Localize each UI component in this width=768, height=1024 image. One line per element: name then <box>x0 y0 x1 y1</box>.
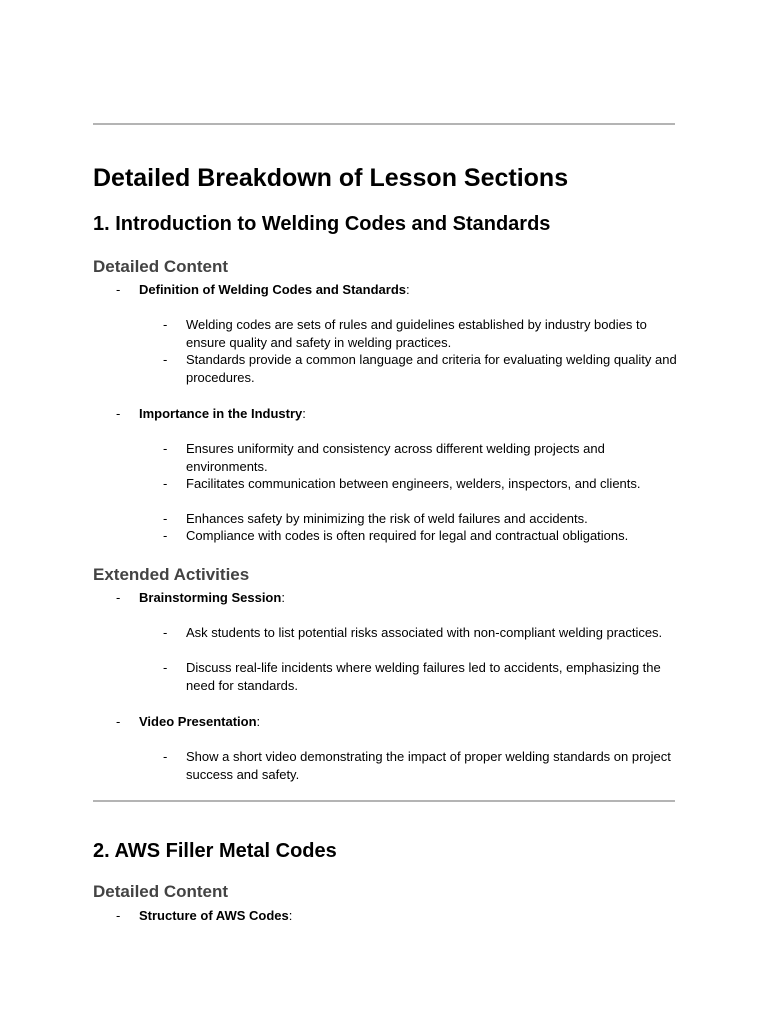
bullet-dash: - <box>163 511 168 526</box>
item-label: Importance in the Industry <box>139 406 303 421</box>
bullet-dash: - <box>163 476 168 491</box>
item-text: Discuss real-life incidents where welding failures led to accidents, emphasizing the need for standards. <box>186 660 661 693</box>
subsection-heading: Extended Activities <box>93 565 250 584</box>
bullet-dash: - <box>116 406 121 421</box>
horizontal-rule <box>93 123 675 125</box>
subsection-heading: Detailed Content <box>93 257 229 276</box>
section-heading: 1. Introduction to Welding Codes and Standards <box>93 213 551 235</box>
item-text: Compliance with codes is often required for legal and contractual obligations. <box>186 528 629 543</box>
item-label: Definition of Welding Codes and Standards <box>139 282 406 297</box>
item-text: Welding codes are sets of rules and guidelines established by industry bodies to ensure quality and safety in welding practices. <box>186 317 647 350</box>
horizontal-rule <box>93 800 675 802</box>
bullet-dash: - <box>163 528 168 543</box>
item-text: Ensures uniformity and consistency across different welding projects and environments. <box>186 441 605 474</box>
item-text: Standards provide a common language and criteria for evaluating welding quality and procedures. <box>186 352 677 385</box>
item-label: Structure of AWS Codes <box>139 908 289 923</box>
bullet-dash: - <box>116 714 121 729</box>
document-title: Detailed Breakdown of Lesson Sections <box>93 164 569 192</box>
bullet-dash: - <box>163 625 168 640</box>
item-label: Video Presentation <box>139 714 257 729</box>
item-label: Brainstorming Session <box>139 590 282 605</box>
item-text: Enhances safety by minimizing the risk of weld failures and accidents. <box>186 511 588 526</box>
item-text: Ask students to list potential risks associated with non-compliant welding practices. <box>186 625 663 640</box>
section-heading: 2. AWS Filler Metal Codes <box>93 840 337 862</box>
bullet-dash: - <box>163 749 168 764</box>
bullet-dash: - <box>163 317 168 332</box>
bullet-dash: - <box>163 441 168 456</box>
subsection-heading: Detailed Content <box>93 882 229 901</box>
bullet-dash: - <box>116 282 121 297</box>
bullet-dash: - <box>163 660 168 675</box>
item-text: Facilitates communication between engineers, welders, inspectors, and clients. <box>186 476 641 491</box>
item-text: Show a short video demonstrating the impact of proper welding standards on project success and safety. <box>186 749 671 782</box>
bullet-dash: - <box>116 908 121 923</box>
bullet-dash: - <box>116 590 121 605</box>
bullet-dash: - <box>163 352 168 367</box>
